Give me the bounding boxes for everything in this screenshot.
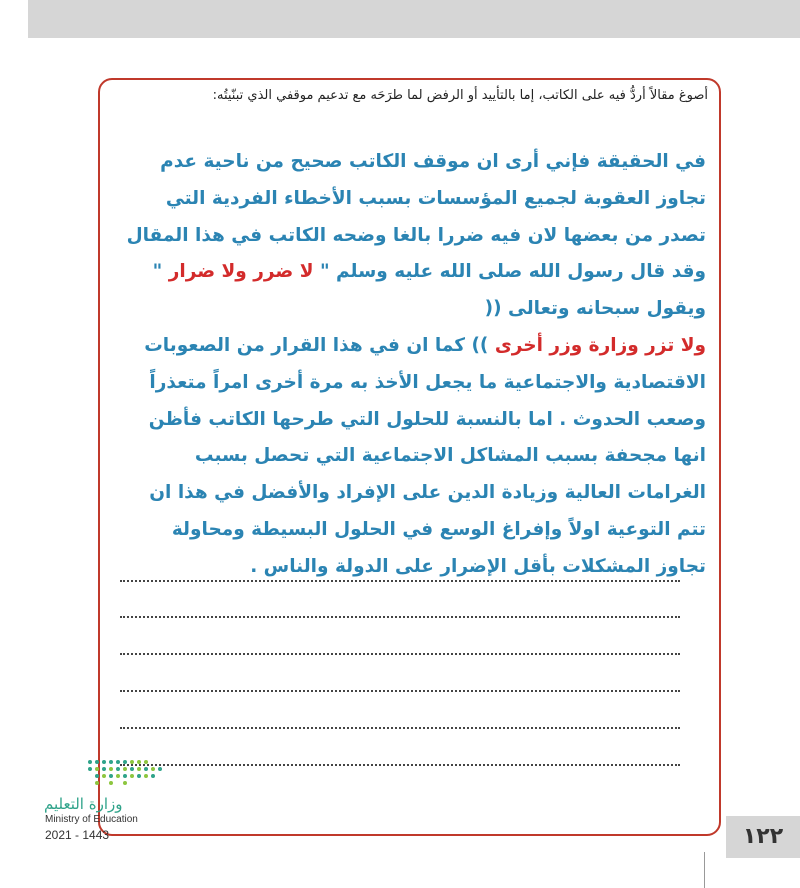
edition-year: 2021 - 1443 — [45, 828, 110, 842]
blank-line[interactable] — [120, 616, 680, 618]
blank-line[interactable] — [120, 764, 680, 766]
page-number: ١٢٢ — [742, 824, 784, 849]
blank-line[interactable] — [120, 727, 680, 729]
top-bar — [28, 0, 800, 38]
blank-line[interactable] — [120, 690, 680, 692]
answer-part-1: في الحقيقة فإني أرى ان موقف الكاتب صحيح من ناحية عدم تجاوز العقوبة لجميع المؤسسات بسبب الأخطاء الفردية التي تصدر من بعضها لان فيه ضررا بالغا وضحه الكاتب في هذا المقال وقد قال رسول الله صلى الله عليه وسلم " — [126, 151, 706, 283]
blank-line[interactable] — [120, 580, 680, 582]
blank-line[interactable] — [120, 653, 680, 655]
answer-text — [118, 144, 706, 586]
hadith-quote: لا ضرر ولا ضرار — [168, 261, 314, 283]
footer-divider — [704, 852, 705, 888]
quran-verse: ولا تزر وزارة وزر أخرى — [494, 334, 706, 356]
instruction-text: أصوغ مقالاً أردُّ فيه على الكاتب، إما بالتأييد أو الرفض لما طرَحَه مع تدعيم موقفي الذي تبنّيتُه: — [212, 88, 708, 103]
ministry-name-arabic: وزارة التعليم — [44, 795, 123, 813]
answer-part-2: " ويقول سبحانه وتعالى (( — [152, 261, 706, 320]
ministry-name-english: Ministry of Education — [45, 814, 138, 825]
answer-part-3: )) كما ان في هذا القرار من الصعوبات الاقتصادية والاجتماعية ما يجعل الأخذ به مرة أخرى امراً متعذراً وصعب الحدوث . اما بالنسبة للحلول التي طرحها الكاتب فأظن انها مجحفة بسبب المشاكل الاجتماعية التي تحصل بسبب الغرامات العالية وزيادة الدين على الإفراد والأفضل في هذا ان تتم التوعية اولاً وإفراغ الوسع في الحلول البسيطة ومحاولة تجاوز المشكلات بأقل الإضرار على الدولة والناس . — [144, 334, 706, 577]
